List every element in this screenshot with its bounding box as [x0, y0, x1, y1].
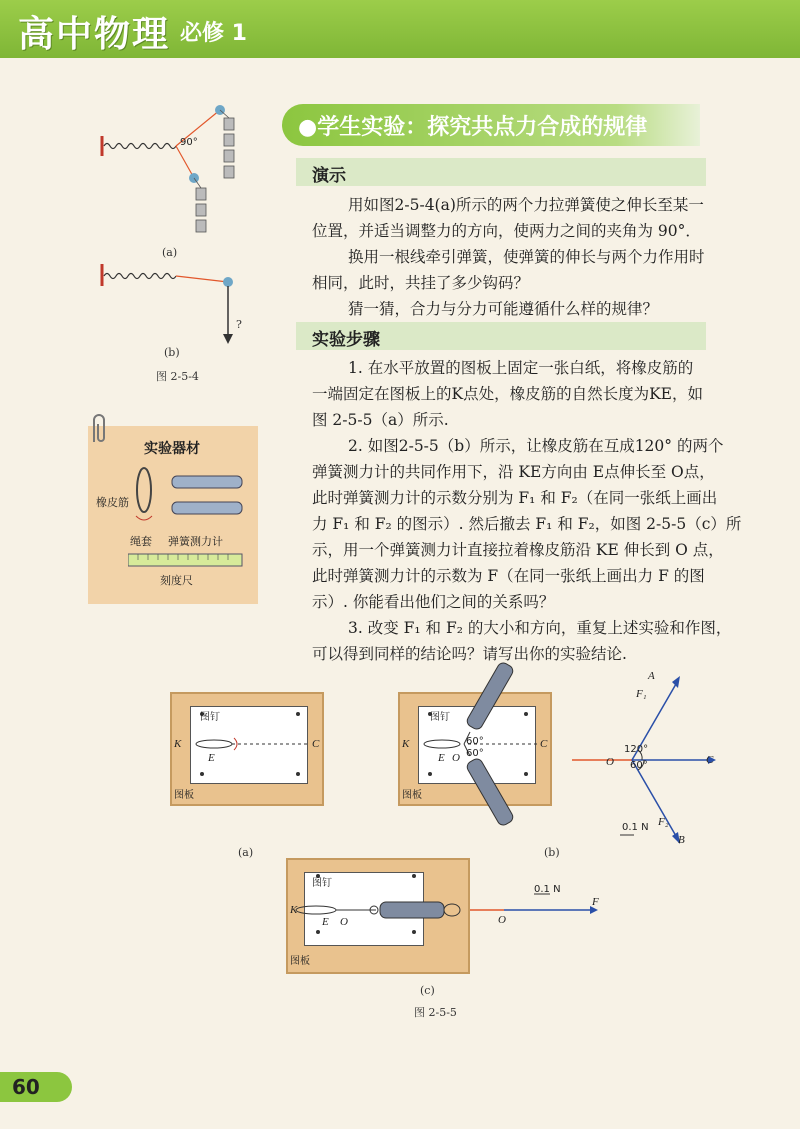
step-line: 弹簧测力计的共同作用下，沿 KE方向由 E点伸长至 O点， — [312, 463, 715, 481]
point-K-a: K — [174, 738, 182, 750]
demo-paragraph-1a: 用如图2-5-4(a)所示的两个力拉弹簧使之伸长至某一 — [348, 196, 704, 214]
loop-label: 绳套 — [130, 535, 152, 548]
point-A-label: A — [648, 670, 655, 682]
paperclip-icon — [86, 412, 110, 446]
step-line: 1. 在水平放置的图板上固定一张白纸，将橡皮筋的 — [348, 359, 694, 377]
demo-paragraph-3: 猜一猜，合力与分力可能遵循什么样的规律？ — [348, 300, 659, 318]
step-line: 3. 改变 F₁ 和 F₂ 的大小和方向，重复上述实验和作图， — [348, 619, 732, 637]
angle-60-upper: 60° — [466, 736, 484, 747]
demo-paragraph-2a: 换用一根线牵引弹簧，使弹簧的伸长与两个力作用时 — [348, 248, 705, 266]
demo-paragraph-2b: 相同，此时，共挂了多少钩码？ — [312, 274, 530, 292]
fig-2-5-5-c-label: (c) — [420, 984, 435, 997]
fig-2-5-5-caption: 图 2-5-5 — [414, 1006, 457, 1019]
fig-2-5-4-a-label: (a) — [162, 246, 178, 259]
point-O-force-c: O — [498, 914, 506, 926]
board-label-c: 图板 — [290, 956, 310, 967]
step-line: 示，用一个弹簧测力计直接拉着橡皮筋沿 KE 伸长到 O 点， — [312, 541, 724, 559]
scale-label-b: 0.1 N — [622, 822, 649, 833]
fig-2-5-4-b-label: (b) — [164, 346, 180, 359]
step-line: 可以得到同样的结论吗？请写出你的实验结论. — [312, 645, 627, 663]
angle-90-label: 90° — [180, 137, 198, 148]
step-line: 示）. 你能看出他们之间的关系吗？ — [312, 593, 555, 611]
pin-label-a: 图钉 — [200, 712, 220, 723]
point-C-b: C — [540, 738, 548, 750]
step-line: 图 2-5-5（a）所示. — [312, 411, 449, 429]
board-label-b: 图板 — [402, 790, 422, 801]
demo-heading: 演示 — [312, 166, 346, 186]
point-C-force: C — [706, 754, 714, 766]
pin-label-b: 图钉 — [430, 712, 450, 723]
point-C-a: C — [312, 738, 320, 750]
book-volume: 必修 1 — [180, 21, 247, 46]
demo-heading-bar — [296, 158, 706, 186]
step-line: 此时弹簧测力计的示数分别为 F₁ 和 F₂（在同一张纸上画出 — [312, 489, 718, 507]
board-label-a: 图板 — [174, 790, 194, 801]
step-line: 2. 如图2-5-5（b）所示，让橡皮筋在互成120° 的两个 — [348, 437, 724, 455]
pin-label-c: 图钉 — [312, 878, 332, 889]
point-E-b: E — [438, 752, 445, 764]
fig-2-5-5-a-label: (a) — [238, 846, 254, 859]
equipment-title: 实验器材 — [144, 441, 200, 457]
equipment-illustration — [128, 462, 252, 572]
question-mark: ? — [236, 318, 242, 331]
point-E-c: E — [322, 916, 329, 928]
angle-60-label: 60° — [630, 760, 648, 771]
angle-120-label: 120° — [624, 744, 649, 755]
point-K-b: K — [402, 738, 410, 750]
force-F2-label: F₂ — [658, 816, 669, 828]
page-number: 60 — [12, 1075, 40, 1099]
point-O-force: O — [606, 756, 614, 768]
steps-heading: 实验步骤 — [312, 330, 380, 350]
book-title: 高中物理 — [18, 14, 171, 55]
point-K-c: K — [290, 904, 298, 916]
point-O-c: O — [340, 916, 348, 928]
demo-paragraph-1b: 位置，并适当调整力的方向，使两力之间的夹角为 90°． — [312, 222, 701, 240]
force-F-label: F — [592, 896, 599, 908]
figure-2-5-4 — [90, 96, 270, 356]
step-line: 力 F₁ 和 F₂ 的图示）. 然后撤去 F₁ 和 F₂，如图 2-5-5（c）所 — [312, 515, 742, 533]
point-E-a: E — [208, 752, 215, 764]
scale-label-c: 0.1 N — [534, 884, 561, 895]
step-line: 此时弹簧测力计的示数为 F（在同一张纸上画出力 F 的图 — [312, 567, 705, 585]
point-B-label: B — [678, 834, 685, 846]
force-F1-label: F₁ — [636, 688, 647, 700]
spring-scale-label: 弹簧测力计 — [168, 535, 223, 548]
section-title: ●学生实验：探究共点力合成的规律 — [298, 115, 648, 140]
fig-2-5-4-caption: 图 2-5-4 — [156, 370, 199, 383]
point-O-b: O — [452, 752, 460, 764]
fig-2-5-5-b-label: (b) — [544, 846, 560, 859]
rubber-band-label: 橡皮筋 — [96, 496, 129, 509]
angle-60-lower: 60° — [466, 748, 484, 759]
step-line: 一端固定在图板上的K点处，橡皮筋的自然长度为KE，如 — [312, 385, 703, 403]
ruler-label: 刻度尺 — [160, 574, 193, 587]
